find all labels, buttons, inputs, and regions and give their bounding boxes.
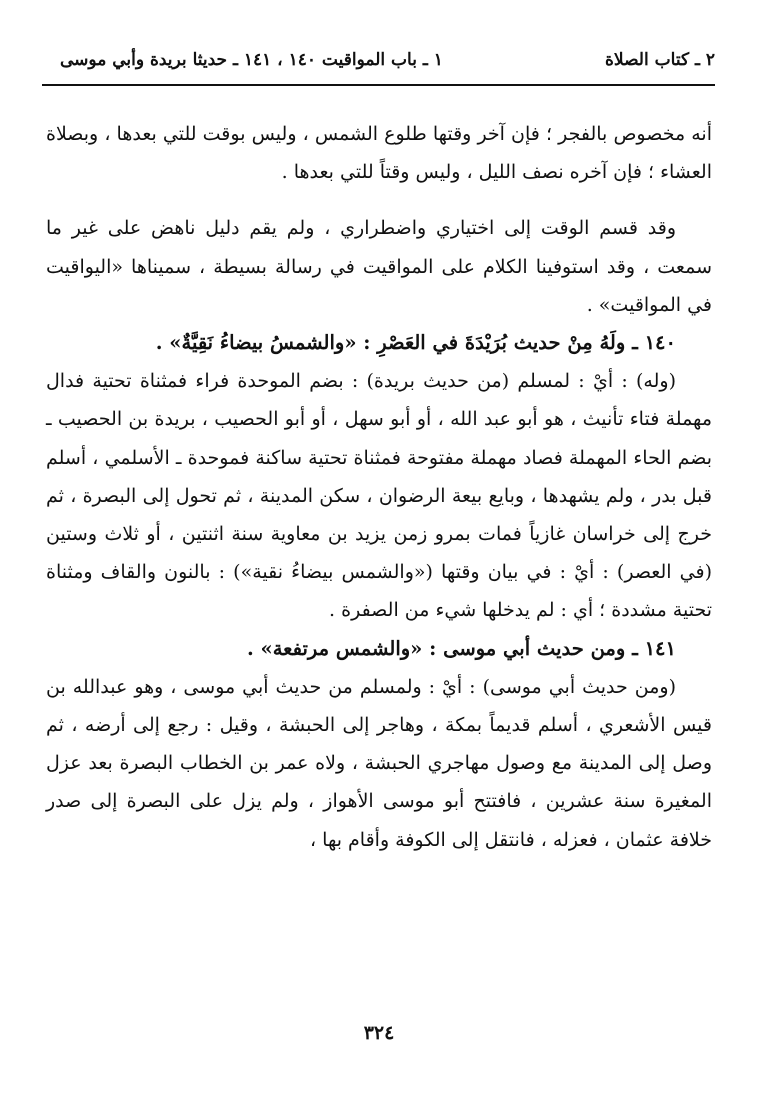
header-book-chapter: ٢ ـ كتاب الصلاة — [605, 50, 715, 70]
paragraph-commentary-140: (وله) : أيْ : لمسلم (من حديث بريدة) : بضم الموحدة فراء فمثناة تحتية فدال مهملة فتاء تأنيث ، هو أبو عبد الله ، أو أبو سهل ، أو أبو الحصيب ، بريدة بن الحصيب ـ بضم الحاء المهملة فصاد مهملة مفتوحة فمثناة تحتية ساكنة فموحدة ـ الأسلمي ، أسلم قبل بدر ، ولم يشهدها ، وبايع بيعة الرضوان ، سكن المدينة ، ثم تحول إلى البصرة ، ثم خرج إلى خراسان غازياً فمات بمرو زمن يزيد بن معاوية سنة اثنتين ، أو ثلاث وستين (في العصر) : أيْ : في بيان وقتها («والشمس بيضاءُ نقية») : بالنون والقاف ومثناة تحتية مشددة ؛ أي : لم يدخلها شيء من الصفرة . — [46, 370, 712, 622]
paragraph-commentary: وقد قسم الوقت إلى اختياري واضطراري ، ولم يقم دليل ناهض على غير ما سمعت ، وقد استوفينا الكلام على المواقيت في رسالة بسيطة ، سميناها «اليواقيت في المواقيت» . — [46, 217, 712, 316]
header-section-title: ١ ـ باب المواقيت ١٤٠ ، ١٤١ ـ حديثا بريدة وأبي موسى — [60, 50, 443, 70]
main-text — [46, 115, 712, 859]
running-header — [42, 40, 715, 80]
paragraph-commentary-141: (ومن حديث أبي موسى) : أيْ : ولمسلم من حديث أبي موسى ، وهو عبدالله بن قيس الأشعري ، أسلم قديماً بمكة ، وهاجر إلى الحبشة ، وقيل : رجع إلى أرضه ، ثم وصل إلى المدينة مع وصول مهاجري الحبشة ، ولاه عمر بن الخطاب البصرة بعد عزل المغيرة سنة عشرين ، فافتتح أبو موسى الأهواز ، ولم يزل على البصرة إلى صدر خلافة عثمان ، فعزله ، فانتقل إلى الكوفة وأقام بها ، — [46, 675, 712, 851]
paragraph-continuation: أنه مخصوص بالفجر ؛ فإن آخر وقتها طلوع الشمس ، وليس بوقت للتي بعدها ، وبصلاة العشاء ؛ فإن آخره نصف الليل ، وليس وقتاً للتي بعدها . — [46, 123, 712, 184]
hadith-heading-141: ١٤١ ـ ومن حديث أبي موسى : «والشمس مرتفعة» . — [246, 636, 676, 660]
hadith-heading-140: ١٤٠ ـ ولَهُ مِنْ حديث بُرَيْدَةَ في العَصْرِ : «والشمسُ بيضاءُ نَقِيَّةٌ» . — [155, 331, 676, 355]
header-divider — [42, 84, 715, 86]
page-number: ٣٢٤ — [363, 1022, 395, 1044]
